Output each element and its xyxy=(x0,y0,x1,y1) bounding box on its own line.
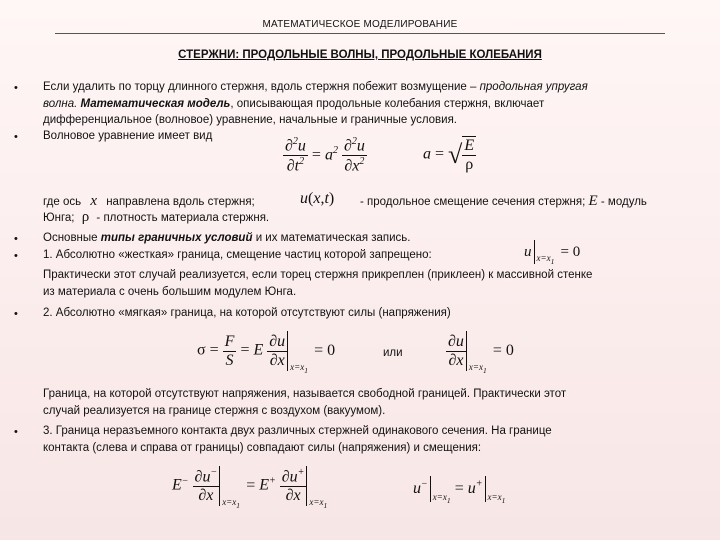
contact-stress-formula: E− $\frac{\partial u^-}{\partial x}$ $x=x_1$ = E+ $\frac{\partial u^+}{\partial x}$ $x=x_1$ xyxy=(172,466,328,510)
paragraph-line: из материала с очень большим модулем Юнга. xyxy=(43,286,297,298)
page-title xyxy=(0,49,720,61)
paragraph-line: контакта (слева и справа от границы) совпадают силы (напряжения) и смещения: xyxy=(43,442,482,454)
soft-boundary-formula: σ = $\frac{F}{S}$ = E $\frac{\partial u}{\partial x}$ $x=x_1$ = 0 xyxy=(197,332,336,375)
bullet: • xyxy=(14,131,18,143)
wave-equation: $\frac{\partial^2u}{\partial t^2}$ = $a^2$ $\frac{\partial^2u}{\partial x^2}$ xyxy=(285,136,365,175)
paragraph-line: где ось x направлена вдоль стержня; xyxy=(43,193,255,209)
paragraph-line: 3. Граница неразъемного контакта двух различных стержней одинакового сечения. На границе xyxy=(43,425,552,437)
paragraph-line: Граница, на которой отсутствуют напряжения, называется свободной границей. Практически этот xyxy=(43,388,567,400)
bullet: • xyxy=(14,233,18,245)
rigid-boundary-formula: u $x=x_1$ = 0 xyxy=(524,240,580,264)
soft-boundary-formula-alt: $\frac{\partial u}{\partial x}$ $x=x_1$ = 0 xyxy=(448,332,514,375)
paragraph-line: - продольное смещение сечения стержня; E - модуль xyxy=(360,193,647,209)
header-label: МАТЕМАТИЧЕСКОЕ МОДЕЛИРОВАНИЕ xyxy=(262,19,458,30)
wave-speed-formula: a = √ $\frac{E}{\rho}$ xyxy=(423,137,475,173)
bullet: • xyxy=(14,426,18,438)
paragraph-line: Практически этот случай реализуется, если торец стержня прикреплен (приклеен) к массивной стенке xyxy=(43,269,593,281)
page-title-text: СТЕРЖНИ: ПРОДОЛЬНЫЕ ВОЛНЫ, ПРОДОЛЬНЫЕ КОЛЕБАНИЯ xyxy=(178,49,542,61)
bullet: • xyxy=(14,250,18,262)
bullet: • xyxy=(14,308,18,320)
paragraph-line: Если удалить по торцу длинного стержня, вдоль стержня побежит возмущение – продольная упругая xyxy=(43,81,588,93)
or-label: или xyxy=(383,347,403,359)
displacement-symbol: u(x,t) xyxy=(300,190,335,207)
paragraph-line: 1. Абсолютно «жесткая» граница, смещение частиц которой запрещено: xyxy=(43,249,432,261)
header-divider xyxy=(55,33,665,34)
paragraph-line: Юнга; ρ - плотность материала стержня. xyxy=(43,209,270,225)
bullet: • xyxy=(14,82,18,94)
paragraph-line: 2. Абсолютно «мягкая» граница, на которой отсутствуют силы (напряжения) xyxy=(43,307,451,319)
paragraph-line: Волновое уравнение имеет вид xyxy=(43,130,213,142)
paragraph-line: дифференциальное (волновое) уравнение, начальные и граничные условия. xyxy=(43,114,458,126)
contact-displacement-formula: u− $x=x_1$ = u+ $x=x_1$ xyxy=(413,476,486,502)
paragraph-line: Основные типы граничных условий и их математическая запись. xyxy=(43,232,411,244)
paragraph-line: волна. Математическая модель, описывающая продольные колебания стержня, включает xyxy=(43,98,545,110)
paragraph-line: случай реализуется на границе стержня с воздухом (вакуумом). xyxy=(43,405,386,417)
